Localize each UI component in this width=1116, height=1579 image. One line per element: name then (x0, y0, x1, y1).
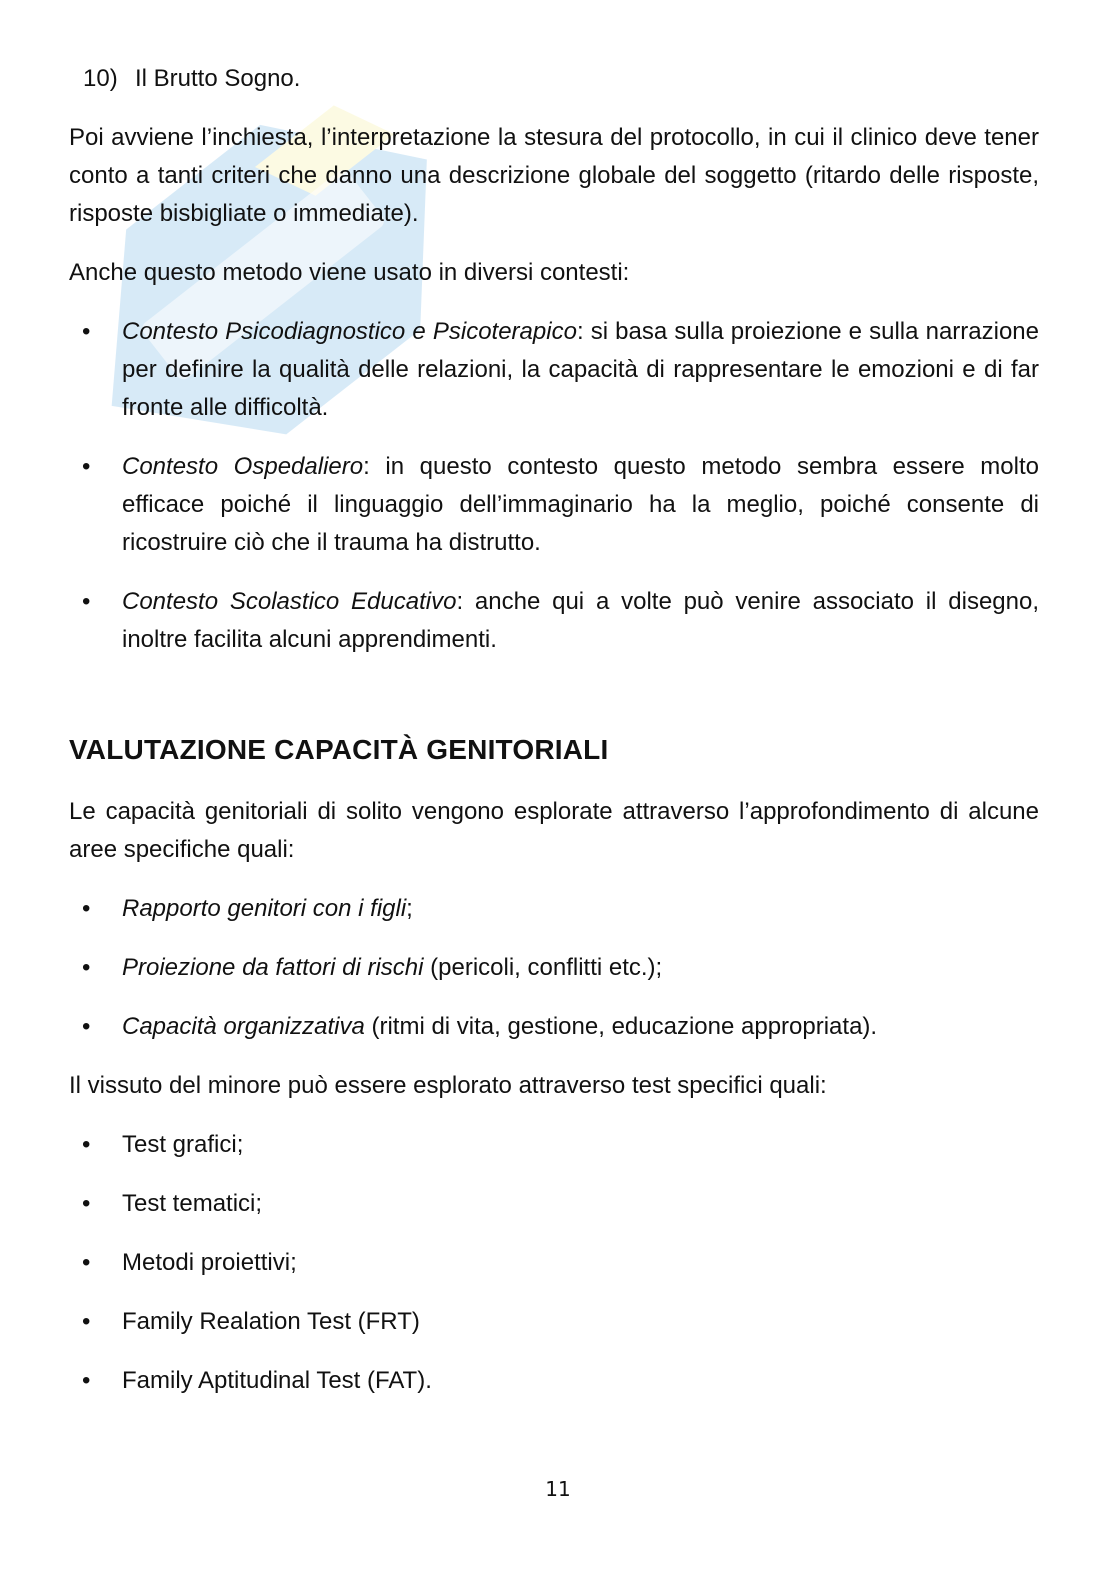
item-text: : si basa sulla proiezione e sulla narrazione per definire la qualità delle relazioni, la capacità di rappresentare le emozioni e di far fronte alle difficoltà. (122, 318, 1039, 421)
item-term: Contesto Scolastico Educativo (122, 588, 457, 615)
item-number: 10) (83, 65, 118, 92)
list-item (69, 583, 1039, 659)
bullet-icon: • (82, 453, 91, 480)
list-item (69, 949, 1039, 987)
item-text: (pericoli, conflitti etc.); (423, 954, 663, 981)
list-item (69, 1008, 1039, 1046)
paragraph-vissuto-intro: Il vissuto del minore può essere esplorato attraverso test specifici quali: (69, 1072, 827, 1099)
bullet-icon: • (82, 318, 91, 345)
item-term: Capacità organizzativa (122, 1013, 365, 1040)
item-text: Metodi proiettivi; (122, 1249, 297, 1276)
item-text: : in questo contesto questo metodo sembra essere molto efficace poiché il linguaggio dell’immaginario ha la meglio, poiché consente di ricostruire ciò che il trauma ha distrutto. (122, 453, 1039, 556)
section-heading: VALUTAZIONE CAPACITÀ GENITORIALI (69, 734, 609, 765)
page-content (69, 60, 1039, 1421)
item-text: ; (406, 895, 413, 922)
paragraph-contesti-intro: Anche questo metodo viene usato in diversi contesti: (69, 259, 630, 286)
list-item (69, 1303, 1039, 1341)
list-item (69, 890, 1039, 928)
item-text: : anche qui a volte può venire associato il disegno, inoltre facilita alcuni apprendimenti. (122, 588, 1039, 653)
item-term: Contesto Ospedaliero (122, 453, 364, 480)
item-term: Contesto Psicodiagnostico e Psicoterapico (122, 318, 577, 345)
list-item (69, 1185, 1039, 1223)
bullet-icon: • (82, 1131, 91, 1158)
item-term: Rapporto genitori con i figli (122, 895, 407, 922)
item-text: Family Realation Test (FRT) (122, 1308, 420, 1335)
item-text: Test tematici; (122, 1190, 263, 1217)
item-text: Il Brutto Sogno. (135, 65, 301, 92)
paragraph-capacita-intro: Le capacità genitoriali di solito vengono esplorate attraverso l’approfondimento di alcune aree specifiche quali: (69, 798, 1039, 863)
tests-list (69, 1126, 1039, 1400)
item-text: (ritmi di vita, gestione, educazione appropriata). (364, 1013, 878, 1040)
list-item (69, 313, 1039, 427)
bullet-icon: • (82, 1367, 91, 1394)
list-item (69, 1362, 1039, 1400)
numbered-item-10 (83, 60, 1039, 98)
item-text: Test grafici; (122, 1131, 244, 1158)
page-number: 11 (545, 1477, 571, 1501)
item-term: Proiezione da fattori di rischi (122, 954, 424, 981)
list-item (69, 448, 1039, 562)
bullet-icon: • (82, 1308, 91, 1335)
bullet-icon: • (82, 1013, 91, 1040)
bullet-icon: • (82, 588, 91, 615)
bullet-icon: • (82, 1249, 91, 1276)
list-item (69, 1126, 1039, 1164)
contexts-list (69, 313, 1039, 659)
bullet-icon: • (82, 1190, 91, 1217)
bullet-icon: • (82, 895, 91, 922)
areas-list (69, 890, 1039, 1046)
list-item (69, 1244, 1039, 1282)
paragraph-inchiesta: Poi avviene l’inchiesta, l’interpretazione la stesura del protocollo, in cui il clinico deve tener conto a tanti criteri che danno una descrizione globale del soggetto (ritardo delle risposte, risposte bisbigliate o immediate). (69, 124, 1039, 227)
bullet-icon: • (82, 954, 91, 981)
item-text: Family Aptitudinal Test (FAT). (122, 1367, 432, 1394)
